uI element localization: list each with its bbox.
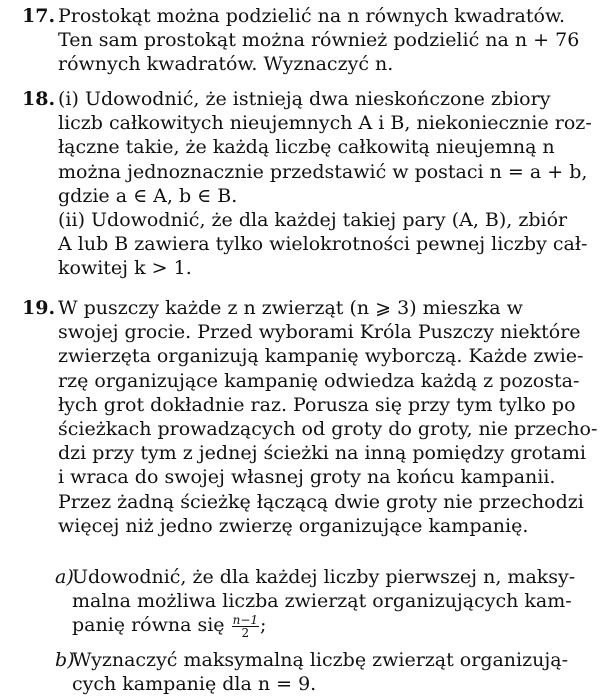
problem-number: 19.: [22, 297, 56, 319]
text-line: Udowodnić, że dla każdej liczby pierwszej n, maksy-: [72, 566, 576, 588]
part-label: b): [55, 649, 75, 671]
problem-text: [58, 87, 592, 281]
part-text: [72, 565, 576, 641]
problem-19: [22, 296, 598, 538]
part-text: [72, 648, 569, 696]
problem-18: [22, 87, 592, 281]
text-line: [72, 613, 565, 639]
problem-number: 17.: [22, 5, 56, 27]
text-line: A lub B zawiera tylko wielokrotności pewnej liczby cał-: [58, 233, 588, 256]
text-line: Ten sam prostokąt można również podzielić na n + 76: [58, 29, 580, 52]
fraction-denominator: 2: [241, 626, 250, 641]
text-line: swojej grocie. Przed wyborami Króla Puszczy niektóre: [58, 321, 581, 344]
part-b: [55, 648, 569, 696]
text-line: równych kwadratów. Wyznaczyć n.: [58, 53, 394, 76]
problem-number: 18.: [22, 88, 56, 110]
text-line: można jednoznacznie przedstawić w postaci n = a + b,: [58, 160, 588, 183]
text-line: W puszczy każde z n zwierząt (n ⩾ 3) mieszka w: [58, 297, 523, 319]
problem-17: [22, 4, 580, 77]
text-line: (i) Udowodnić, że istnieją dwa nieskończone zbiory: [58, 88, 551, 110]
text-line: dzi przy tym z jednej ścieżki na inną pomiędzy grotami: [58, 442, 587, 465]
fraction: [232, 614, 259, 639]
text-line: kowitej k > 1.: [58, 257, 192, 280]
fraction-numerator: n−1: [232, 613, 259, 628]
text-fragment: panię równa się: [72, 614, 225, 637]
text-line: Prostokąt można podzielić na n równych kwadratów.: [58, 5, 565, 27]
text-line: liczb całkowitych nieujemnych A i B, niekoniecznie roz-: [58, 112, 592, 135]
problem-text: [58, 296, 598, 538]
part-label: a): [55, 566, 74, 588]
text-line: Przez żadną ścieżkę łączącą dwie groty nie przechodzi: [58, 490, 584, 513]
text-line: łączne takie, że każdą liczbę całkowitą nieujemną n: [58, 136, 555, 159]
text-line: gdzie a ∈ A, b ∈ B.: [58, 184, 238, 207]
text-line: rzę organizujące kampanię odwiedza każdą z pozosta-: [58, 369, 580, 392]
text-line: i wraca do swojej własnej groty na końcu kampanii.: [58, 466, 556, 489]
text-line: (ii) Udowodnić, że dla każdej takiej pary (A, B), zbiór: [58, 209, 568, 232]
problem-text: [58, 4, 580, 77]
fraction-suffix: ;: [260, 614, 267, 637]
text-line: zwierzęta organizują kampanię wyborczą. Każde zwie-: [58, 345, 584, 368]
text-line: ścieżkach prowadzących od groty do groty, nie przecho-: [58, 418, 598, 441]
text-line: malna możliwa liczba zwierząt organizujących kam-: [72, 590, 572, 613]
text-line: cych kampanię dla n = 9.: [72, 673, 317, 696]
part-a: [55, 565, 576, 641]
text-line: łych grot dokładnie raz. Porusza się przy tym tylko po: [58, 393, 576, 416]
text-line: Wyznaczyć maksymalną liczbę zwierząt organizują-: [72, 649, 569, 671]
text-line: więcej niż jedno zwierzę organizujące kampanię.: [58, 514, 529, 537]
